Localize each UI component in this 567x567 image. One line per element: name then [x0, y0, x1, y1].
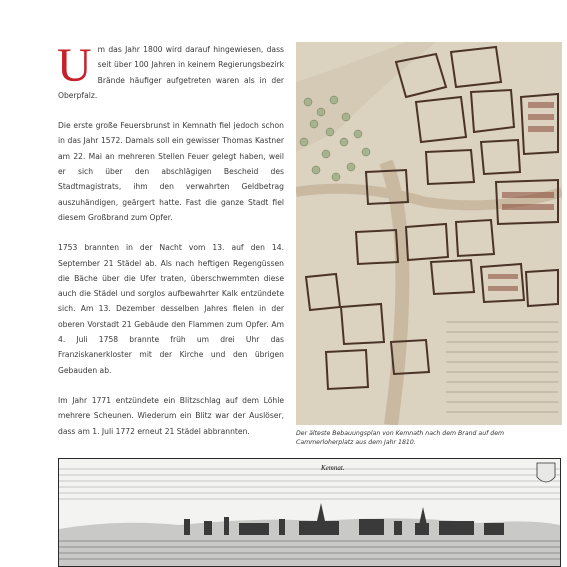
article-text [57, 39, 284, 454]
paragraph-3: 1753 brannten in der Nacht vom 13. auf den 14. September 21 Städel ab. Als nach heftigen Regengüssen die Bäche über die Ufer traten, überschwemmten diese auch die Städel und sorglos aufbewahrter Kalk entzündete sich. Am 13. Dezember desselben Jahres fielen in der oberen Vorstadt 21 Gebäude den Flammen zum Opfer. Am 4. Juli 1758 brannte früh um drei Uhr das Franziskanerkloster mit der Kirche und den übrigen Gebauden ab. [58, 243, 284, 375]
historic-town-plan-image [296, 42, 562, 425]
town-engraving-drawing [59, 459, 560, 566]
map-caption: Der älteste Bebauungsplan von Kemnath nach dem Brand auf dem Cammerloherplatz aus dem Jahr 1810. [296, 430, 505, 446]
town-plan-drawing [296, 42, 562, 425]
paragraph-4: Im Jahr 1771 entzündete ein Blitzschlag auf dem Löhle mehrere Scheunen. Wiederum ein Blitz war der Auslöser, dass am 1. Juli 1772 erneut 21 Städel abbrannten. [58, 395, 284, 436]
paragraph-2: Die erste große Feuersbrunst in Kemnath fiel jedoch schon in das Jahr 1572. Damals soll ein gewisser Thomas Kastner am 22. Mai an mehreren Stellen Feuer gelegt haben, weil er sich über den abschlägigen Bescheid des Stadtmagistrats, ihm den verwahrten Geldbetrag auszuhändigen, geärgert hatte. Fast die ganze Stadt fiel diesem Großbrand zum Opfer. [58, 121, 284, 222]
coat-of-arms-icon [537, 463, 555, 482]
paragraph-1 [57, 39, 284, 103]
town-engraving-image [58, 458, 561, 567]
paragraph-1-text: m das Jahr 1800 wird darauf hingewiesen, dass seit über 100 Jahren in keinem Regierungsbezirk Brände häufiger aufgetreten waren als in der Oberpfalz. [58, 45, 284, 100]
engraving-title: Kemnat. [321, 464, 345, 472]
drop-cap: U [57, 39, 92, 92]
